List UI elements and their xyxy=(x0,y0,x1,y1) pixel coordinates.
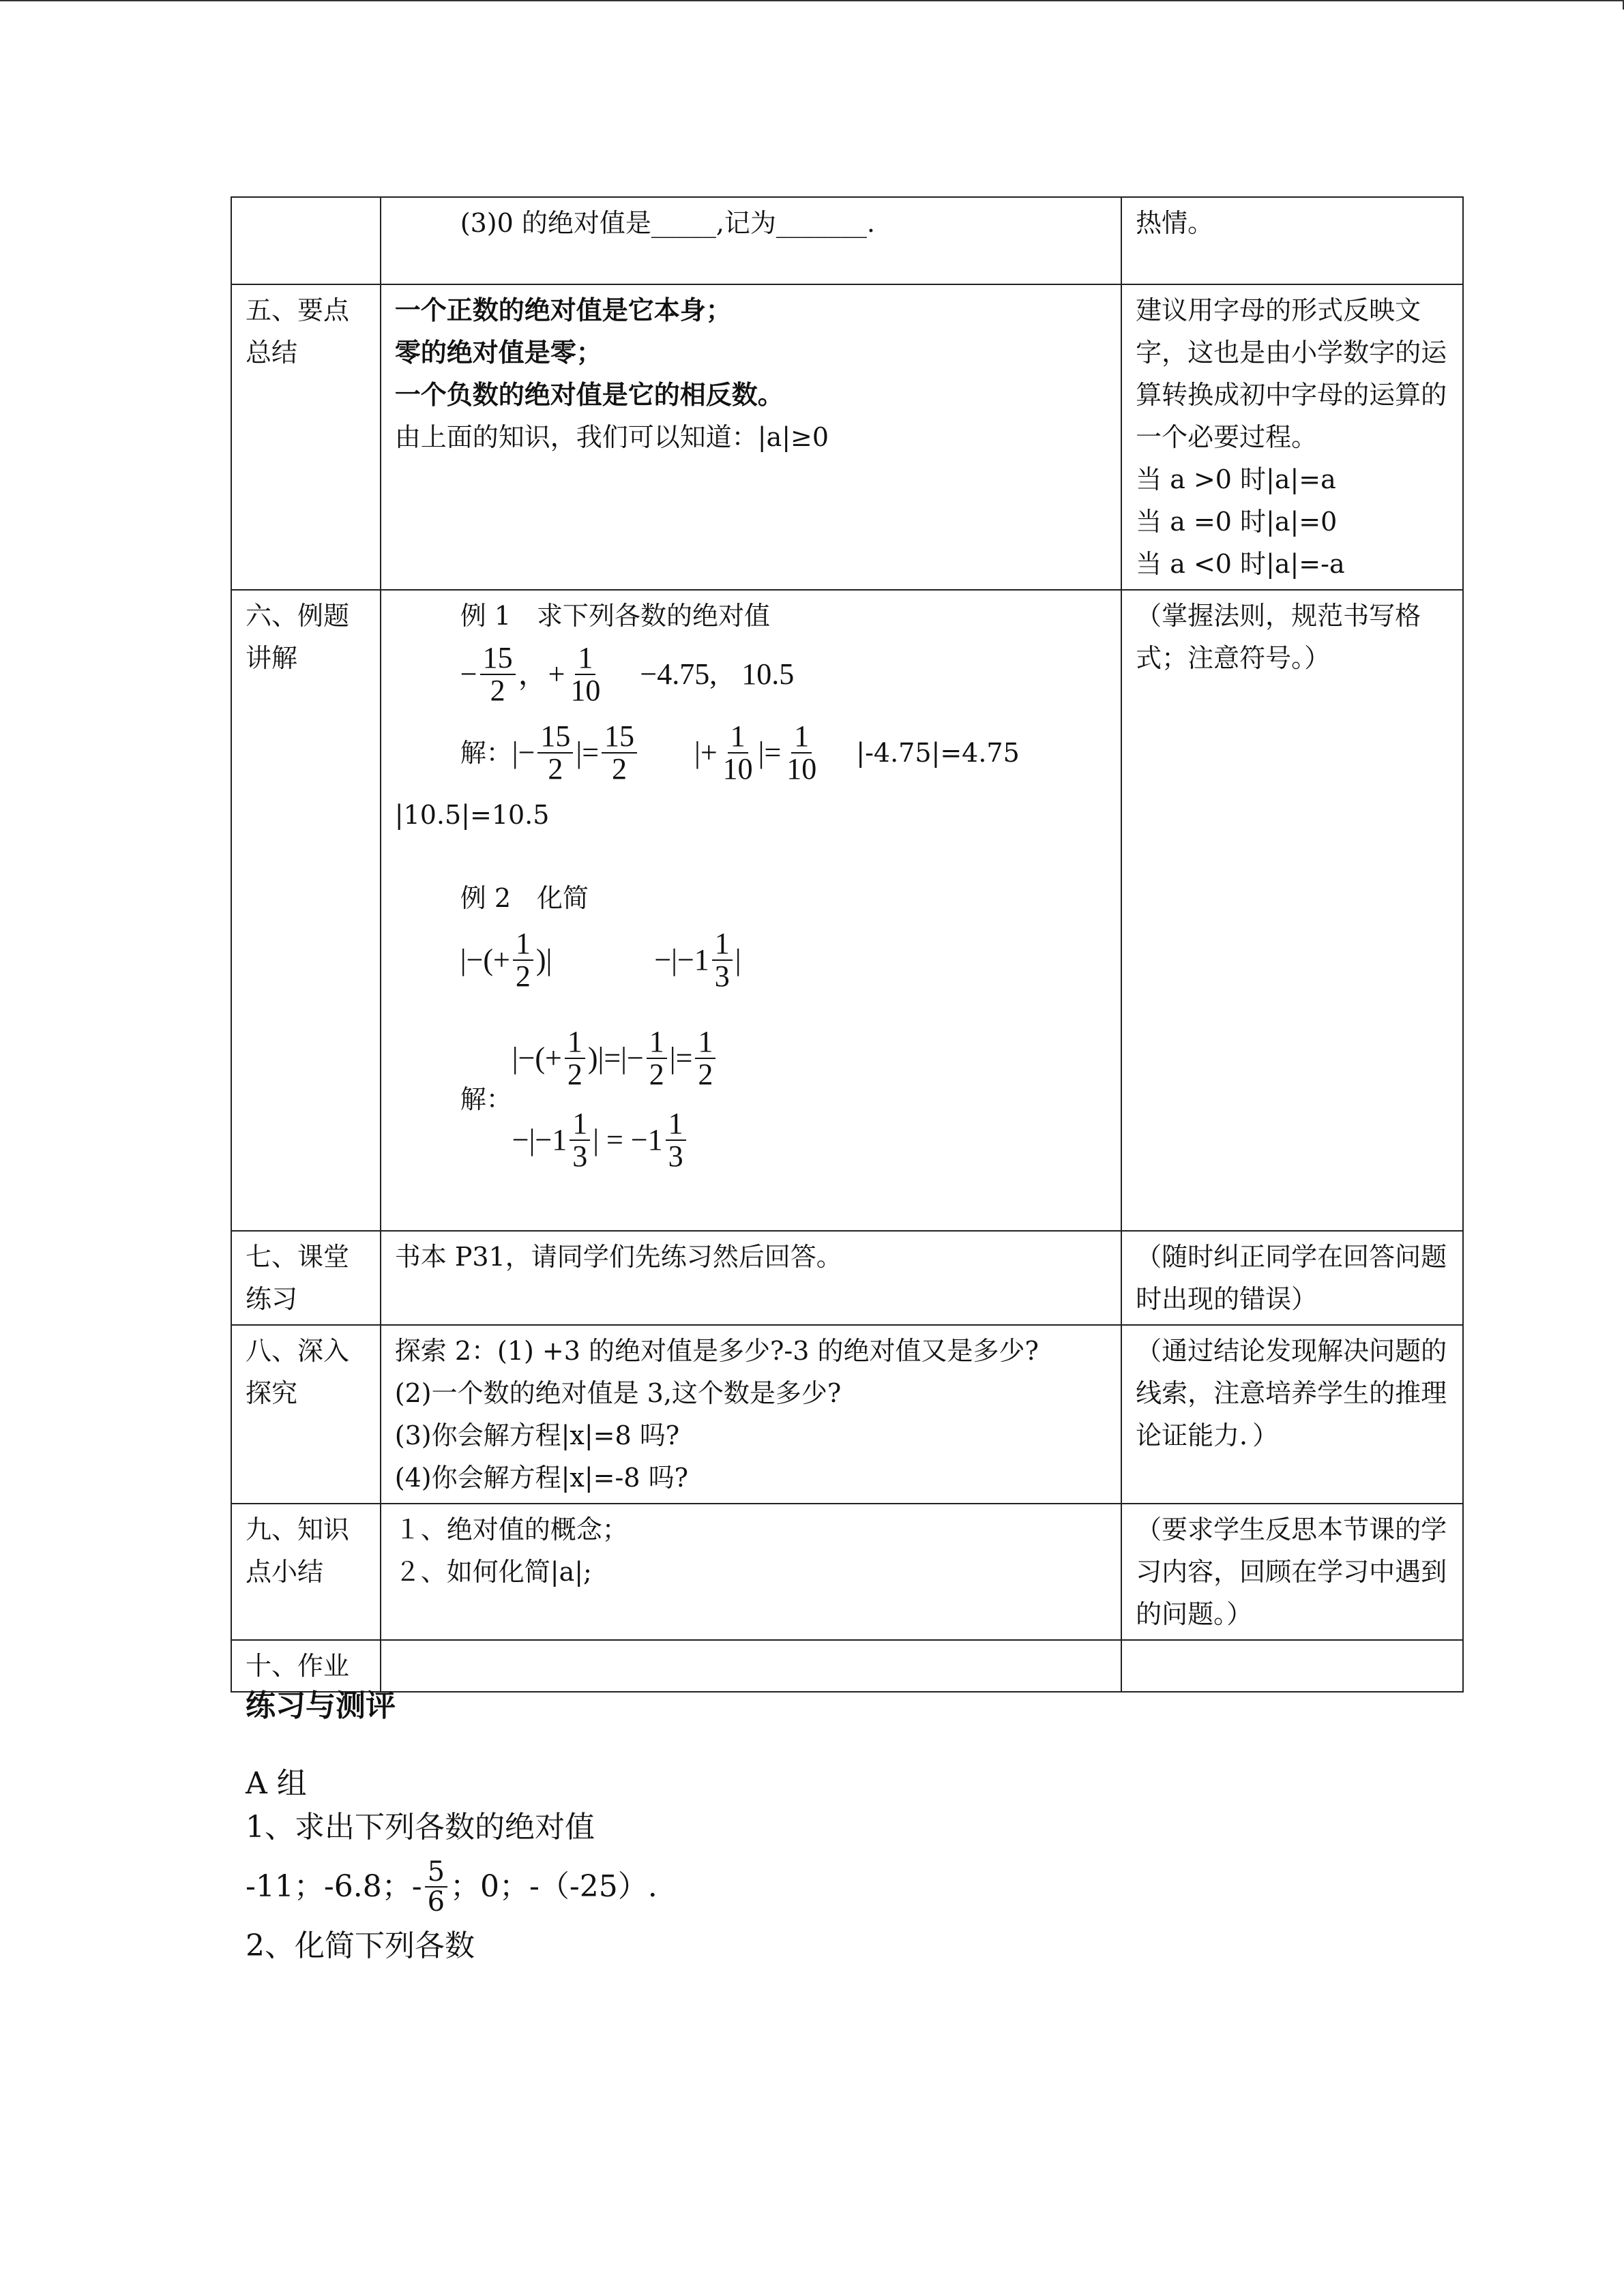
numerator: 15 xyxy=(602,721,637,754)
note-line: 建议用字母的形式反映文字，这也是由小学数字的运算转换成初中字母的运算的一个必要过程。 xyxy=(1136,295,1447,452)
fraction xyxy=(712,928,733,992)
note-line: 热情。 xyxy=(1136,208,1214,238)
math-text: −|−1 xyxy=(512,1123,567,1157)
fraction xyxy=(666,1108,686,1172)
question-1-items xyxy=(246,1849,658,1924)
key-point-zero: 零的绝对值是零； xyxy=(394,337,602,368)
table-row xyxy=(231,1231,1463,1325)
row-note xyxy=(1121,197,1463,284)
content-line: (3)0 的绝对值是_____,记为_______. xyxy=(460,208,876,238)
solution-text: |-4.75|=4.75 xyxy=(856,738,1020,768)
solution-step xyxy=(512,1099,719,1181)
table-row xyxy=(231,284,1463,590)
denominator: 10 xyxy=(722,752,753,786)
math-text: )|=|− xyxy=(587,1041,644,1075)
example1-numbers xyxy=(395,637,1107,712)
row-note xyxy=(1121,1231,1463,1325)
question-1: 1、求出下列各数的绝对值 xyxy=(246,1810,595,1845)
math-text: |−(+ xyxy=(512,1041,562,1075)
math-text: |− xyxy=(512,736,535,769)
fraction xyxy=(513,928,533,992)
practice-heading: 练习与测评 xyxy=(246,1688,396,1723)
denominator: 2 xyxy=(490,674,505,707)
table-row xyxy=(231,197,1463,284)
row-label: 八、深入探究 xyxy=(231,1325,381,1504)
fraction xyxy=(567,642,603,706)
items-text: -11；-6.8；- xyxy=(246,1869,422,1904)
fraction xyxy=(784,721,819,785)
numerator: 1 xyxy=(575,642,595,675)
fraction xyxy=(425,1858,447,1916)
row-content xyxy=(381,1231,1121,1325)
denominator: 3 xyxy=(714,959,730,993)
content-line: (4)你会解方程|x|=-8 吗? xyxy=(394,1463,688,1493)
content-line: ２、如何化简|a|; xyxy=(394,1557,592,1587)
numerator: 1 xyxy=(712,928,733,961)
note-line: （通过结论发现解决问题的线索，注意培养学生的推理论证能力．） xyxy=(1136,1336,1447,1450)
table-row xyxy=(231,1325,1463,1504)
page-top-border xyxy=(0,0,1624,1)
solution-label: 解： xyxy=(460,1084,512,1114)
denominator: 6 xyxy=(427,1886,445,1918)
table-row xyxy=(231,1504,1463,1640)
row-label: 七、课堂练习 xyxy=(231,1231,381,1325)
number: 10.5 xyxy=(741,657,795,691)
denominator: 2 xyxy=(612,752,628,786)
numerator: 5 xyxy=(425,1858,447,1888)
note-line: （随时纠正同学在回答问题时出现的错误） xyxy=(1136,1242,1447,1314)
row-note xyxy=(1121,1640,1463,1692)
row-label xyxy=(231,197,381,284)
solution-text: |10.5|=10.5 xyxy=(394,800,550,830)
row-note xyxy=(1121,1325,1463,1504)
row-note xyxy=(1121,284,1463,590)
example1-title: 例 1 求下列各数的绝对值 xyxy=(460,601,771,631)
denominator: 10 xyxy=(786,752,817,786)
row-content xyxy=(381,284,1121,590)
row-label: 十、作业 xyxy=(231,1640,381,1692)
denominator: 2 xyxy=(548,752,563,786)
math-text: |+ xyxy=(694,736,718,769)
row-note xyxy=(1121,1504,1463,1640)
math-text: | = −1 xyxy=(593,1123,663,1157)
numerator: 1 xyxy=(695,1026,715,1059)
row-content xyxy=(381,197,1121,284)
denominator: 2 xyxy=(515,959,531,993)
math-text: |= xyxy=(576,736,600,769)
row-label: 六、例题讲解 xyxy=(231,590,381,1231)
table-row xyxy=(231,590,1463,1231)
note-line: （掌握法则，规范书写格式；注意符号。） xyxy=(1136,601,1421,673)
denominator: 2 xyxy=(567,1058,582,1091)
note-line: （要求学生反思本节课的学习内容，回顾在学习中遇到的问题。） xyxy=(1136,1515,1447,1629)
solution-step xyxy=(512,1017,719,1099)
content-line: 书本 P31，请同学们先练习然后回答。 xyxy=(394,1242,842,1272)
denominator: 10 xyxy=(570,674,601,707)
math-text: | xyxy=(735,943,741,976)
denominator: 3 xyxy=(668,1139,683,1173)
key-point-negative: 一个负数的绝对值是它的相反数。 xyxy=(394,379,784,410)
math-text: −|−1 xyxy=(654,943,709,976)
note-line: 当 a >0 时|a|=a xyxy=(1136,464,1336,494)
content-line: １、绝对值的概念； xyxy=(394,1515,628,1545)
fraction xyxy=(537,721,573,785)
number: −4.75, xyxy=(640,657,718,691)
math-text: |−(+ xyxy=(460,943,510,976)
solution-label: 解： xyxy=(460,738,512,768)
fraction xyxy=(720,721,756,785)
denominator: 2 xyxy=(649,1058,664,1091)
numerator: 1 xyxy=(513,928,533,961)
math-text: |= xyxy=(758,736,782,769)
row-content xyxy=(381,1325,1121,1504)
numerator: 1 xyxy=(791,721,812,754)
math-text: )| xyxy=(535,943,552,976)
key-point-positive: 一个正数的绝对值是它本身； xyxy=(394,295,732,325)
numerator: 1 xyxy=(570,1108,590,1141)
content-line: (2)一个数的绝对值是 3,这个数是多少? xyxy=(394,1378,842,1408)
numerator: 1 xyxy=(728,721,748,754)
key-point-conclusion: 由上面的知识，我们可以知道：|a|≥0 xyxy=(394,422,829,452)
note-line: 当 a =0 时|a|=0 xyxy=(1136,507,1338,537)
note-line: 当 a <0 时|a|=-a xyxy=(1136,549,1345,579)
fraction xyxy=(480,642,516,706)
separator: ， xyxy=(518,657,548,691)
example2-title: 例 2 化简 xyxy=(460,883,589,913)
items-text: ；0；-（-25）. xyxy=(450,1869,658,1904)
denominator: 3 xyxy=(572,1139,588,1173)
numerator: 15 xyxy=(480,642,516,675)
solution-steps xyxy=(512,1017,719,1181)
example2-solution xyxy=(395,1017,1107,1181)
denominator: 2 xyxy=(698,1058,713,1091)
row-label: 五、要点总结 xyxy=(231,284,381,590)
question-2: 2、化简下列各数 xyxy=(246,1928,475,1963)
fraction xyxy=(602,721,637,785)
math-sign: + xyxy=(548,657,565,691)
numerator: 1 xyxy=(565,1026,585,1059)
content-line: 探索 2：(1) +3 的绝对值是多少?-3 的绝对值又是多少? xyxy=(394,1336,1039,1366)
numerator: 1 xyxy=(666,1108,686,1141)
fraction xyxy=(565,1026,585,1090)
row-note xyxy=(1121,590,1463,1231)
row-content xyxy=(381,1504,1121,1640)
example2-expressions xyxy=(395,919,1107,1001)
fraction xyxy=(570,1108,590,1172)
row-label: 九、知识点小结 xyxy=(231,1504,381,1640)
numerator: 1 xyxy=(647,1026,667,1059)
math-text: |= xyxy=(669,1041,693,1075)
practice-section xyxy=(246,1684,658,1968)
lesson-plan-table xyxy=(231,196,1464,1693)
content-line: (3)你会解方程|x|=8 吗? xyxy=(394,1420,680,1450)
group-label: A 组 xyxy=(246,1766,307,1801)
example1-solution xyxy=(395,712,1107,794)
math-sign: − xyxy=(460,657,477,691)
fraction xyxy=(695,1026,715,1090)
row-content xyxy=(381,590,1121,1231)
fraction xyxy=(647,1026,667,1090)
numerator: 15 xyxy=(537,721,573,754)
